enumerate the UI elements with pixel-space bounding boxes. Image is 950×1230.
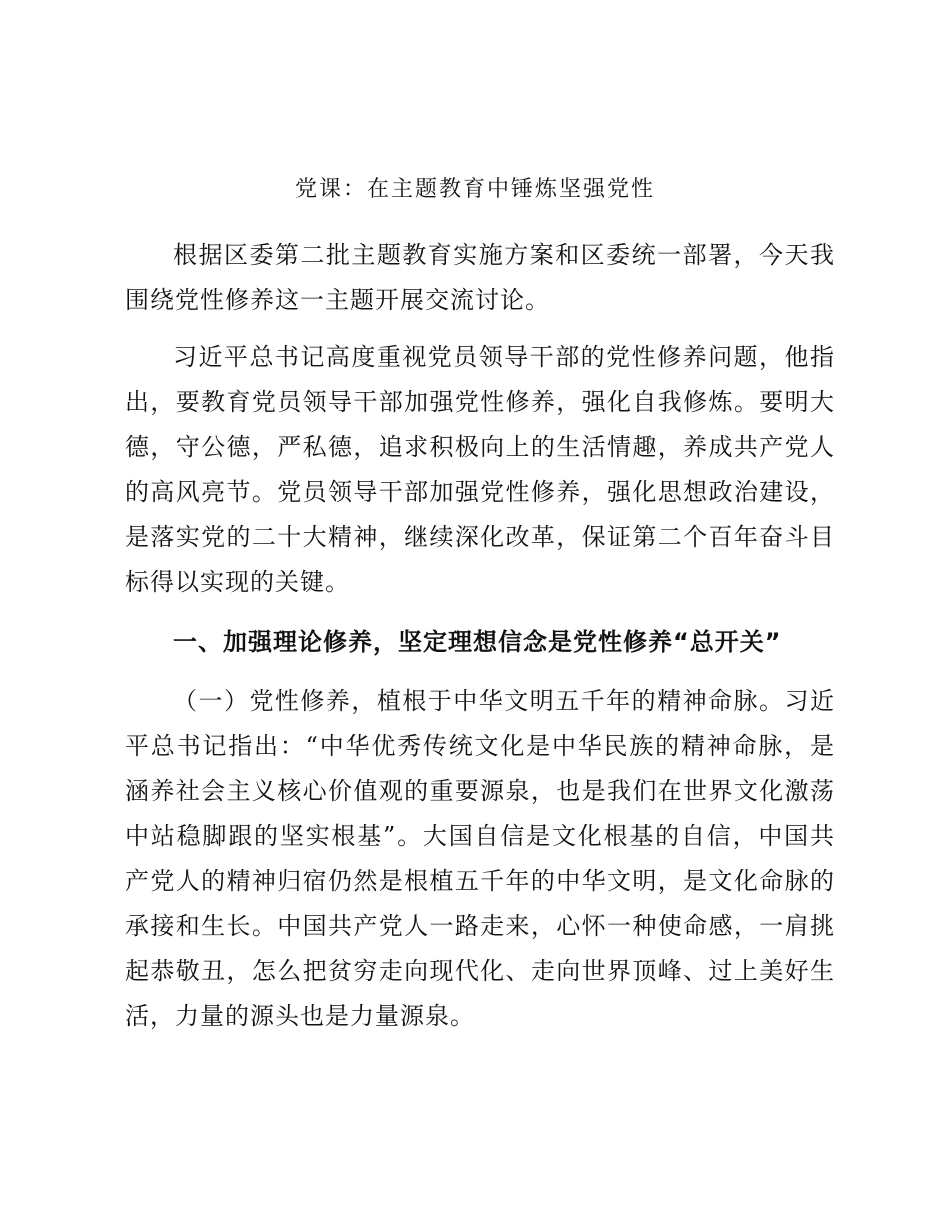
subsection-body-1: 习近平总书记指出：“中华优秀传统文化是中华民族的精神命脉，是涵养社会主义核心价值观的重要源泉，也是我们在世界文化激荡中站稳脚跟的坚实根基”。大国自信是文化根基的自信，中国共产党人的精神归宿仍然是根植五千年的中华文明，是文化命脉的承接和生长。中国共产党人一路走来，心怀一种使命感，一肩挑起恭敬丑，怎么把贫穷走向现代化、走向世界顶峰、过上美好生活，力量的源头也是力量源泉。 xyxy=(125,687,836,1030)
body-paragraph-1: 习近平总书记高度重视党员领导干部的党性修养问题，他指出，要教育党员领导干部加强党性修养，强化自我修炼。要明大德，守公德，严私德，追求积极向上的生活情趣，养成共产党人的高风亮节。党员领导干部加强党性修养，强化思想政治建设，是落实党的二十大精神，继续深化改革，保证第二个百年奋斗目标得以实现的关键。 xyxy=(125,343,835,596)
section-heading-1: 一、加强理论修养，坚定理想信念是党性修养“总开关” xyxy=(173,628,782,656)
subsection-paragraph-1 xyxy=(125,679,835,1039)
intro-paragraph: 根据区委第二批主题教育实施方案和区委统一部署，今天我围绕党性修养这一主题开展交流讨论。 xyxy=(125,241,835,314)
document-title: 党课：在主题教育中锤炼坚强党性 xyxy=(294,177,655,202)
subsection-heading-1: （一）党性修养，植根于中华文明五千年的精神命脉。 xyxy=(173,687,785,715)
